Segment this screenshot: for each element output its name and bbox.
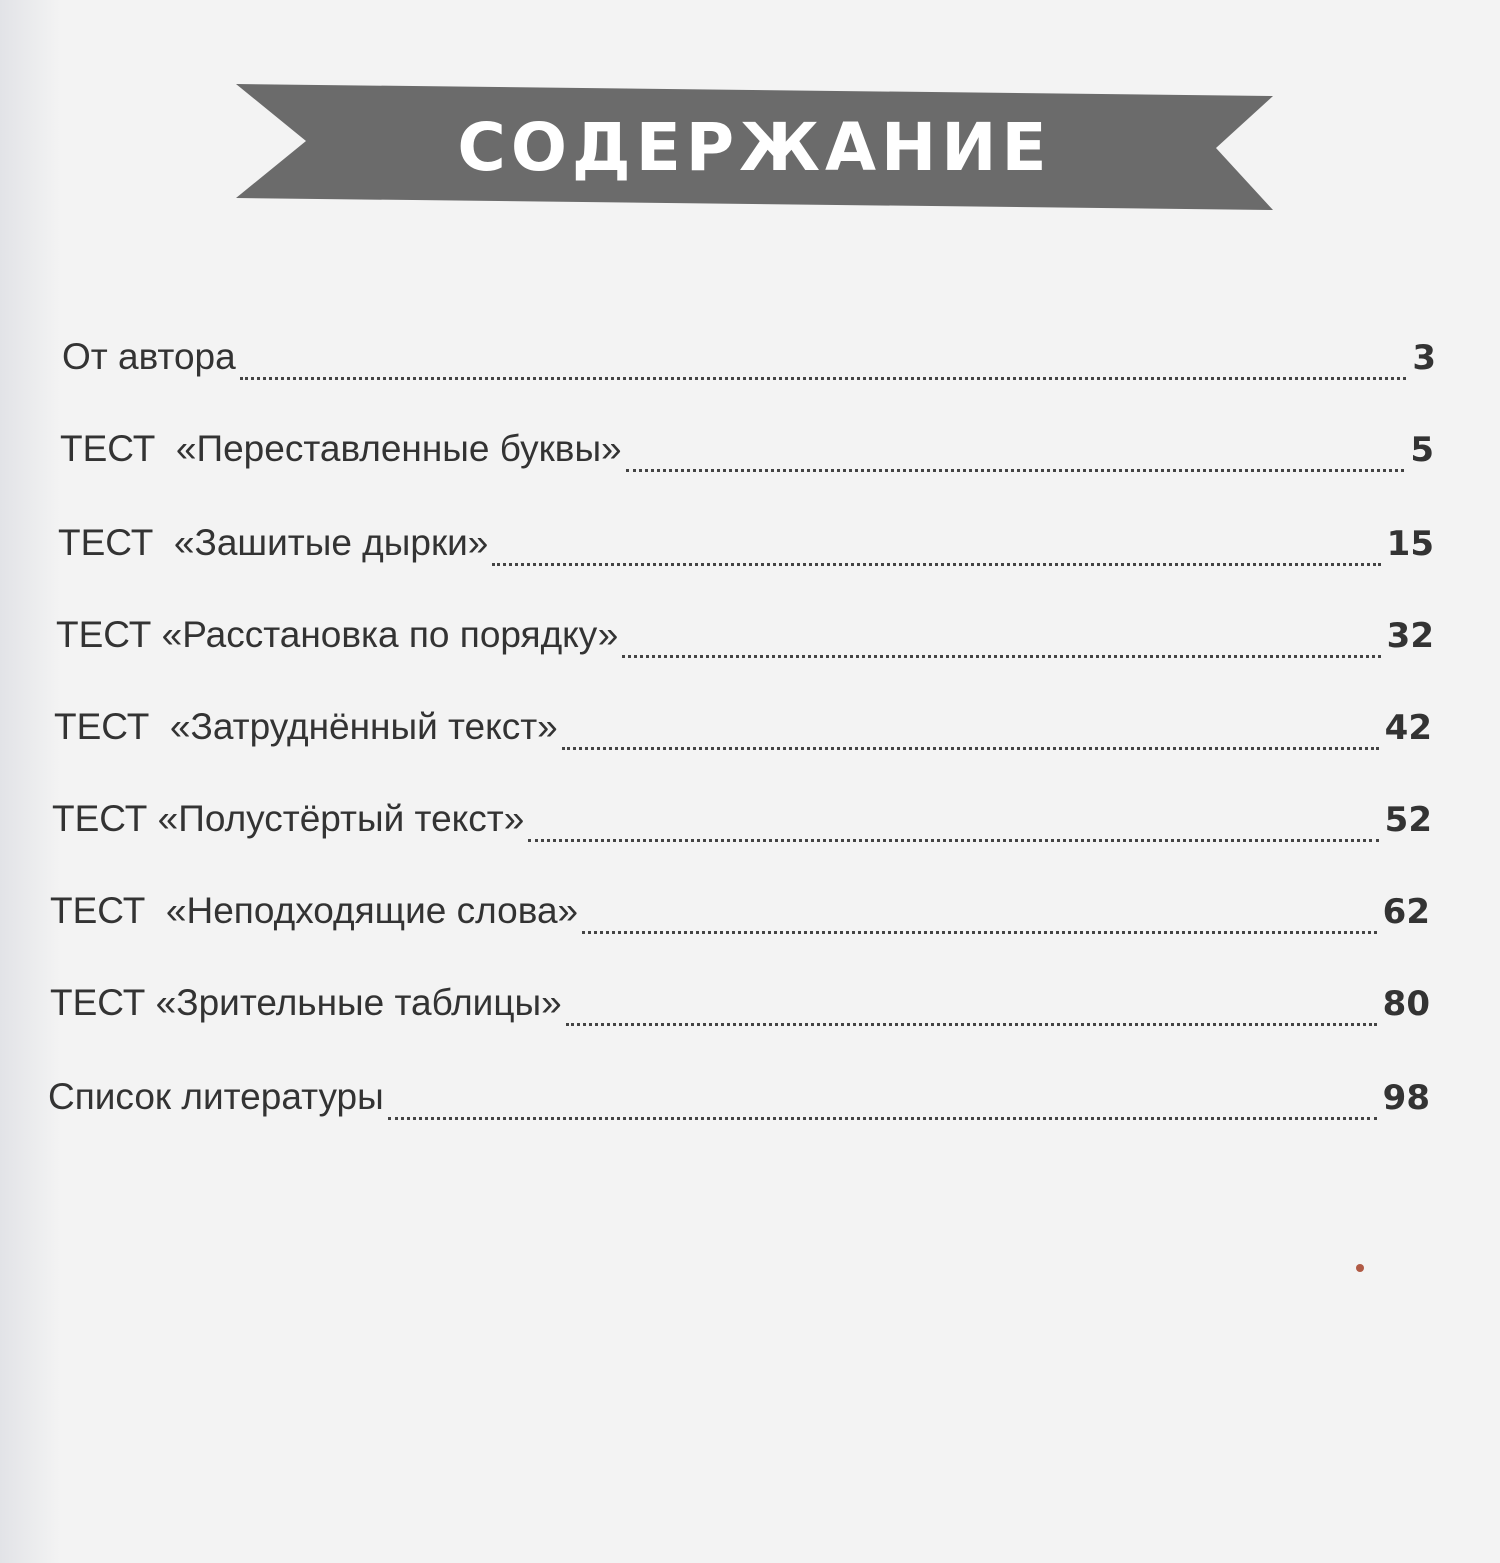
- toc-entry[interactable]: [48, 1076, 1430, 1126]
- toc-entry-page: 32: [1386, 616, 1434, 656]
- dot-leader: [582, 930, 1377, 934]
- toc-entry-page: 80: [1382, 984, 1430, 1024]
- dot-leader: [492, 562, 1380, 566]
- toc-entry-title: ТЕСТ «Затруднённый текст»: [54, 706, 558, 747]
- toc-entry[interactable]: [62, 336, 1436, 386]
- dot-leader: [622, 654, 1380, 658]
- dot-leader: [566, 1022, 1377, 1026]
- toc-entry-page: 3: [1412, 338, 1436, 378]
- toc-entry-title: ТЕСТ «Расстановка по порядку»: [56, 614, 619, 655]
- toc-entry[interactable]: [56, 614, 1434, 664]
- toc-entry-title: ТЕСТ «Переставленные буквы»: [60, 428, 622, 469]
- dot-leader: [388, 1116, 1377, 1120]
- toc-entry-title: ТЕСТ «Неподходящие слова»: [50, 890, 579, 931]
- dot-leader: [240, 376, 1407, 380]
- toc-entry[interactable]: [50, 890, 1430, 940]
- toc-entry-page: 15: [1386, 524, 1434, 564]
- toc-entry-page: 42: [1384, 708, 1432, 748]
- toc-entry-title: Список литературы: [48, 1076, 384, 1117]
- toc-entry-title: ТЕСТ «Зашитые дырки»: [58, 522, 489, 563]
- toc-entry-page: 5: [1410, 430, 1434, 470]
- paper-speck: [1356, 1264, 1364, 1272]
- toc-entry[interactable]: [58, 522, 1434, 572]
- toc-entry-page: 98: [1382, 1078, 1430, 1118]
- toc-entry-page: 52: [1384, 800, 1432, 840]
- dot-leader: [626, 468, 1405, 472]
- toc-entry[interactable]: [60, 428, 1434, 478]
- dot-leader: [528, 838, 1378, 842]
- toc-entry-title: От автора: [62, 336, 236, 377]
- toc-entry[interactable]: [54, 706, 1432, 756]
- toc-entry-title: ТЕСТ «Полустёртый текст»: [52, 798, 525, 839]
- page-title: СОДЕРЖАНИЕ: [457, 109, 1052, 186]
- toc-entry-title: ТЕСТ «Зрительные таблицы»: [50, 982, 562, 1023]
- toc-entry-page: 62: [1382, 892, 1430, 932]
- toc-entry[interactable]: [52, 798, 1432, 848]
- dot-leader: [562, 746, 1379, 750]
- toc-entry[interactable]: [50, 982, 1430, 1032]
